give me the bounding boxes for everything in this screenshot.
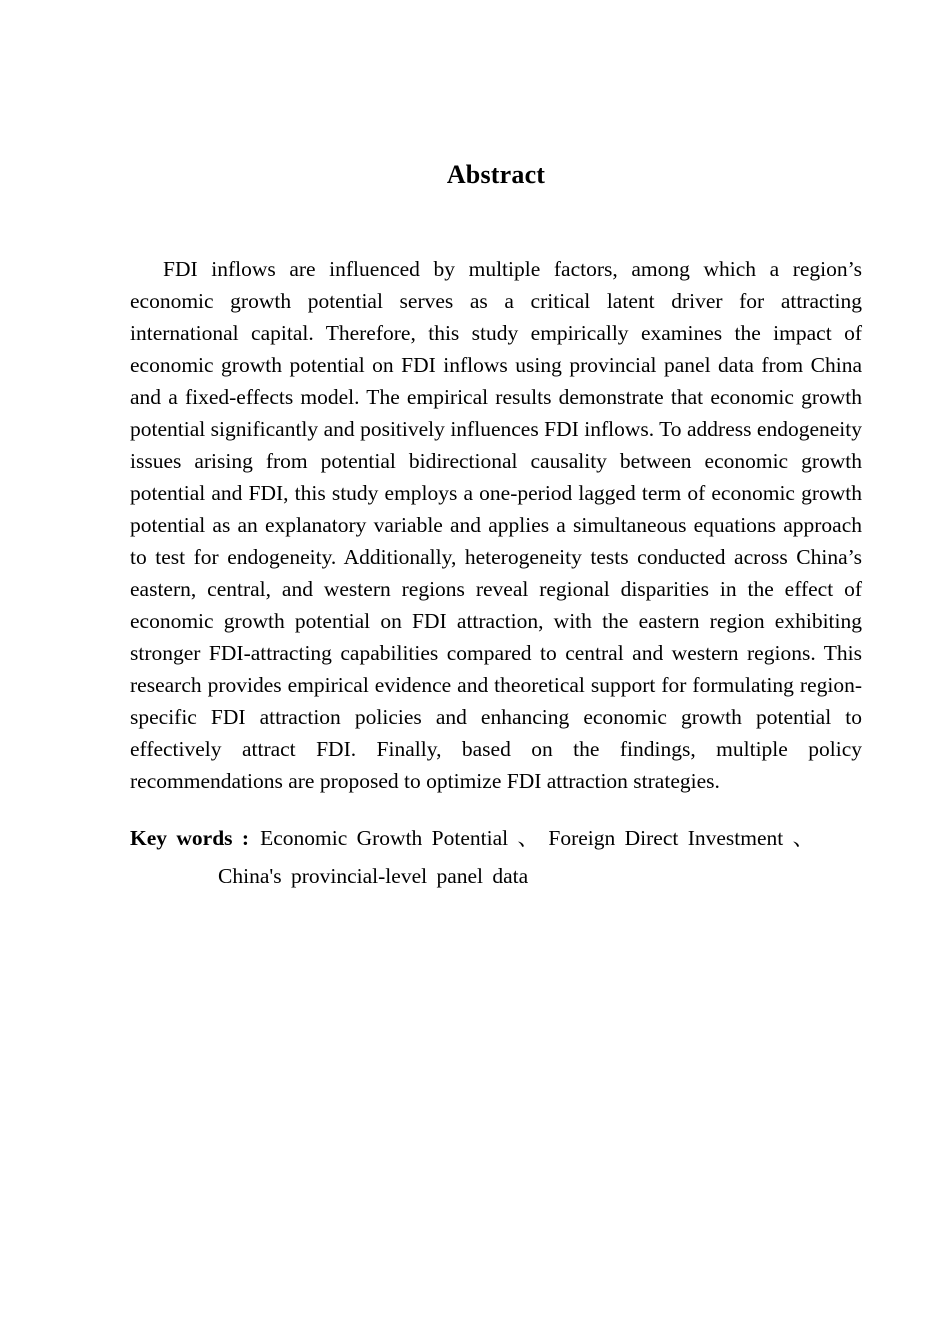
abstract-paragraph: FDI inflows are influenced by multiple factors, among which a region’s economic growth potential serves as a critical latent driver for attracting international capital. Therefore, this study empirically examines the impact of economic growth potential on FDI inflows using provincial panel data from China and a fixed-effects model. The empirical results demonstrate that economic growth potential significantly and positively influences FDI inflows. To address endogeneity issues arising from potential bidirectional causality between economic growth potential and FDI, this study employs a one-period lagged term of economic growth potential as an explanatory variable and applies a simultaneous equations approach to test for endogeneity. Additionally, heterogeneity tests conducted across China’s eastern, central, and western regions reveal regional disparities in the effect of economic growth potential on FDI attraction, with the eastern region exhibiting stronger FDI-attracting capabilities compared to central and western regions. This research provides empirical evidence and theoretical support for formulating region-specific FDI attraction policies and enhancing economic growth potential to effectively attract FDI. Finally, based on the findings, multiple policy recommendations are proposed to optimize FDI attraction strategies. [130, 257, 862, 793]
abstract-title: Abstract [446, 160, 546, 189]
keywords-text-line1: Economic Growth Potential 、 Foreign Direct Investment 、 [260, 826, 815, 850]
keywords-text-line2: China's provincial-level panel data [218, 864, 529, 888]
keywords-label: Key words : [130, 826, 250, 850]
abstract-section [130, 0, 862, 895]
keywords-line [130, 819, 862, 895]
